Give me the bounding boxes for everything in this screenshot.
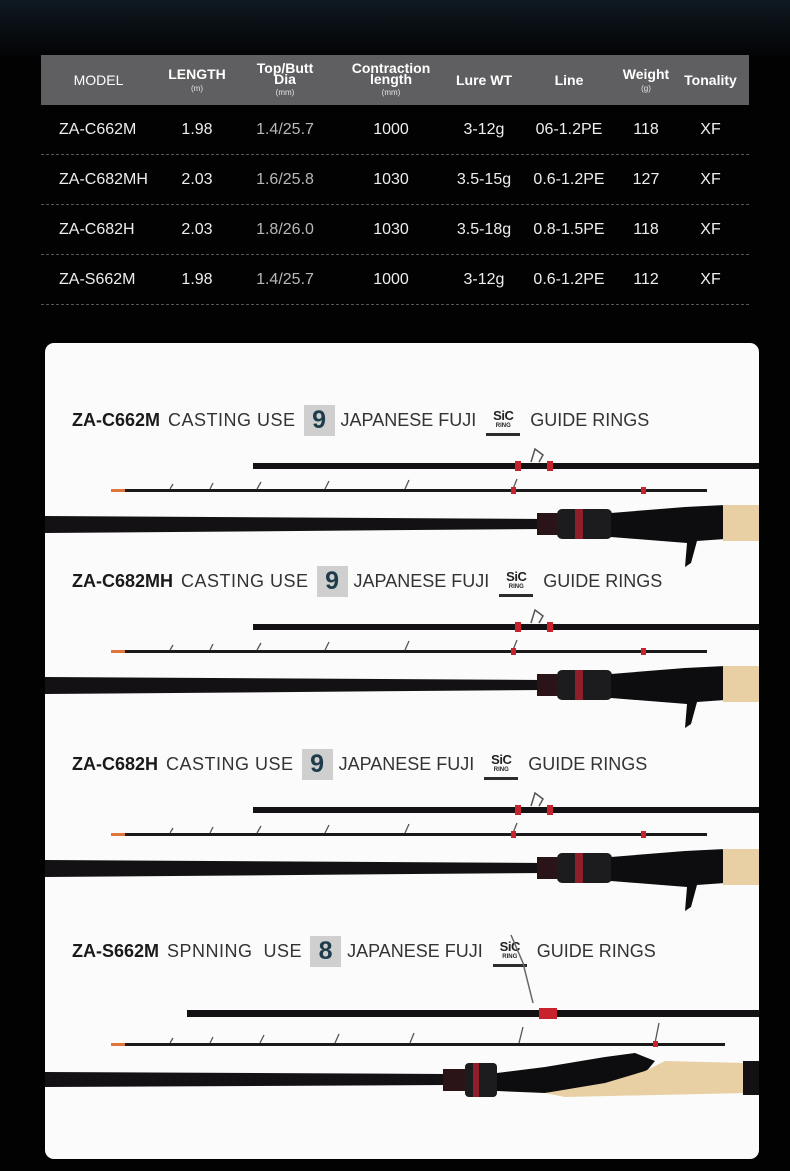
sic-ring-icon — [499, 565, 533, 597]
butt-cap — [743, 1061, 759, 1095]
cell-lure: 3.5-18g — [456, 220, 512, 238]
cork-grip — [723, 666, 759, 702]
reel-seat — [557, 853, 612, 883]
cell-contraction: 1000 — [373, 120, 409, 138]
rod-winding — [537, 674, 557, 696]
cell-line: 0.8-1.5PE — [533, 220, 605, 238]
cell-length: 2.03 — [181, 220, 213, 238]
header-tonality — [672, 55, 749, 105]
header-label: Lure WT — [456, 72, 512, 88]
cell-weight: 118 — [633, 120, 659, 138]
rod-accent — [575, 670, 583, 700]
product-suffix: GUIDE RINGS — [543, 570, 663, 591]
product-brand: JAPANESE FUJI — [353, 570, 490, 591]
guide-icon — [170, 640, 517, 650]
cell-contraction: 1030 — [373, 220, 409, 238]
cell-model: ZA-C682H — [59, 220, 135, 238]
cell-line: 0.6-1.2PE — [533, 270, 605, 288]
rod-tip — [111, 833, 125, 836]
rod-winding — [537, 513, 557, 535]
product-brand: JAPANESE FUJI — [340, 409, 477, 430]
cell-model: ZA-C662M — [59, 120, 137, 138]
cork-grip — [723, 849, 759, 885]
rod-accent — [641, 648, 646, 655]
header-label: Tonality — [684, 72, 737, 88]
header-unit: (mm) — [275, 88, 295, 97]
trigger-reel-seat — [611, 849, 725, 911]
rod-handle-blank — [45, 860, 545, 877]
casting-rod-image — [45, 788, 759, 918]
casting-rod-image — [45, 443, 759, 573]
guide-count-badge: 8 — [310, 936, 341, 967]
table-header — [41, 55, 749, 105]
guide-count-badge: 9 — [304, 405, 335, 436]
product-card — [45, 343, 759, 1159]
product-model: ZA-C682H — [72, 753, 159, 774]
product-model: ZA-C682MH — [72, 570, 174, 591]
product-model: ZA-S662M — [72, 940, 160, 961]
rod-winding — [443, 1069, 465, 1091]
cell-length: 2.03 — [181, 170, 213, 188]
rod-accent — [641, 487, 646, 494]
product-model: ZA-C662M — [72, 409, 161, 430]
product-suffix: GUIDE RINGS — [528, 753, 648, 774]
product-suffix: GUIDE RINGS — [536, 940, 656, 961]
cell-model: ZA-S662M — [59, 270, 136, 288]
header-label: Weight — [622, 66, 670, 82]
header-line — [518, 55, 620, 105]
ring-label: RING — [495, 422, 511, 429]
header-label: MODEL — [73, 72, 124, 88]
rod-handle-blank — [45, 677, 545, 694]
guide-icon — [170, 823, 517, 833]
table-row — [41, 105, 749, 155]
product-use: CASTING USE — [168, 409, 296, 430]
sic-label: SiC — [493, 407, 514, 423]
product-brand: JAPANESE FUJI — [338, 753, 475, 774]
rod-accent — [547, 805, 553, 815]
header-model — [41, 55, 156, 105]
rod-accent — [511, 648, 516, 655]
sic-label: SiC — [499, 938, 520, 954]
rod-tip-section — [111, 833, 707, 836]
guide-icon — [170, 479, 517, 489]
guide-icon — [531, 449, 543, 462]
rod-tip-section — [111, 650, 707, 653]
rod-accent — [641, 831, 646, 838]
table-row — [41, 255, 749, 305]
ring-label: RING — [508, 583, 524, 590]
cell-dia: 1.4/25.7 — [256, 270, 314, 288]
rod-accent — [515, 622, 521, 632]
header-unit: (m) — [191, 84, 203, 93]
cell-line: 06-1.2PE — [535, 120, 603, 138]
ring-label: RING — [493, 766, 509, 773]
ring-label: RING — [502, 953, 518, 960]
cell-tonality: XF — [700, 170, 721, 188]
cell-dia: 1.4/25.7 — [256, 120, 314, 138]
header-label: LENGTH — [168, 66, 226, 82]
rod-handle-blank — [45, 1072, 445, 1087]
rod-accent — [653, 1041, 658, 1047]
rod-tip-section — [111, 1043, 725, 1046]
product-use: CASTING USE — [166, 753, 294, 774]
casting-rod-image — [45, 605, 759, 735]
sic-label: SiC — [491, 751, 512, 767]
cell-model: ZA-C682MH — [59, 170, 148, 188]
header-unit: (g) — [641, 84, 651, 93]
cell-tonality: XF — [700, 120, 721, 138]
product-use: SPNNING USE — [167, 940, 303, 961]
rod-butt-section — [253, 807, 759, 813]
header-background — [0, 0, 790, 60]
trigger-reel-seat — [611, 666, 725, 728]
product-brand: JAPANESE FUJI — [347, 940, 483, 961]
rod-winding — [537, 857, 557, 879]
reel-seat — [465, 1063, 497, 1097]
header-dia — [238, 55, 332, 105]
rod-tip — [111, 1043, 125, 1046]
header-length — [156, 55, 238, 105]
cell-contraction: 1030 — [373, 170, 409, 188]
cell-lure: 3-12g — [463, 270, 505, 288]
rod-accent — [515, 805, 521, 815]
rod-accent — [511, 831, 516, 838]
table-row — [41, 155, 749, 205]
cell-contraction: 1000 — [373, 270, 409, 288]
cell-weight: 112 — [633, 270, 659, 288]
sic-ring-icon — [484, 748, 518, 780]
guide-icon — [170, 1023, 659, 1043]
spec-table — [41, 55, 749, 305]
header-unit: (mm) — [381, 88, 401, 97]
cell-weight: 127 — [632, 170, 660, 188]
product-use: CASTING USE — [181, 570, 309, 591]
rod-handle-blank — [45, 516, 545, 533]
header-lure — [450, 55, 518, 105]
header-weight — [620, 55, 672, 105]
guide-count-badge: 9 — [317, 566, 348, 597]
rod-accent — [575, 509, 583, 539]
reel-seat — [557, 509, 612, 539]
rod-tip — [111, 650, 125, 653]
guide-count-badge: 9 — [302, 749, 333, 780]
table-row — [41, 205, 749, 255]
header-label: Contraction length — [351, 60, 431, 87]
spinning-rod-image — [45, 933, 759, 1159]
cell-length: 1.98 — [181, 270, 213, 288]
rod-accent — [547, 461, 553, 471]
cell-weight: 118 — [633, 220, 659, 238]
product-title — [72, 748, 647, 780]
cell-line: 0.6-1.2PE — [533, 170, 605, 188]
header-contraction — [332, 55, 450, 105]
reel-seat — [557, 670, 612, 700]
guide-icon — [531, 610, 543, 623]
guide-icon — [511, 935, 533, 1003]
rod-butt-section — [253, 463, 759, 469]
cell-lure: 3.5-15g — [456, 170, 512, 188]
cell-tonality: XF — [700, 220, 721, 238]
rod-butt-section — [187, 1010, 759, 1017]
rod-accent — [511, 487, 516, 494]
rod-tip-section — [111, 489, 707, 492]
product-suffix: GUIDE RINGS — [530, 409, 650, 430]
rod-accent — [539, 1008, 557, 1019]
header-label: Line — [554, 72, 584, 88]
rod-butt-section — [253, 624, 759, 630]
cork-grip — [723, 505, 759, 541]
sic-label: SiC — [506, 568, 527, 584]
trigger-reel-seat — [611, 505, 725, 567]
guide-icon — [531, 793, 543, 806]
rod-tip — [111, 489, 125, 492]
rod-accent — [473, 1063, 479, 1097]
cell-dia: 1.6/25.8 — [256, 170, 314, 188]
cell-length: 1.98 — [181, 120, 213, 138]
rod-accent — [515, 461, 521, 471]
rod-accent — [547, 622, 553, 632]
cell-dia: 1.8/26.0 — [256, 220, 314, 238]
cell-tonality: XF — [700, 270, 721, 288]
product-title — [72, 404, 649, 436]
product-title — [72, 565, 662, 597]
rod-accent — [575, 853, 583, 883]
sic-ring-icon — [486, 404, 520, 436]
cell-lure: 3-12g — [463, 120, 505, 138]
header-label: Top/Butt Dia — [256, 60, 314, 87]
